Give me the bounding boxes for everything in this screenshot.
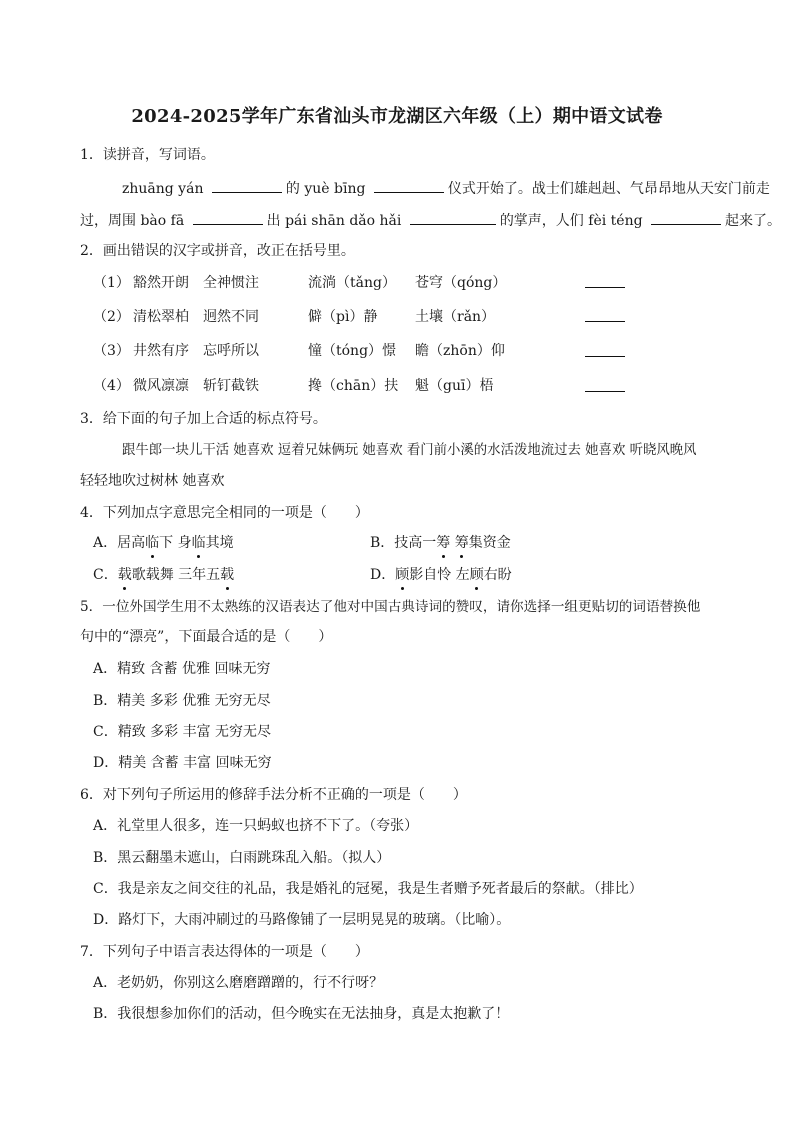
q1-text-4: 出 pái shān dǎo hǎi xyxy=(266,213,402,229)
word-d: 瞻（zhōn）仰 xyxy=(415,343,505,359)
q5-option-a[interactable]: A．精致 含蓄 优雅 回味无穷 xyxy=(93,661,271,677)
q3-line1: 跟牛郎一块儿干活 她喜欢 逗着兄妹俩玩 她喜欢 看门前小溪的水活泼地流过去 她喜欢 听晓风晚风 xyxy=(122,443,697,458)
word-c: 憧（tóng）憬 xyxy=(308,343,397,359)
q1-text-2: 仪式开始了。战士们雄赳赳、气昂昂地从天安门前走 xyxy=(447,181,770,197)
dotted-char: 筹 xyxy=(436,535,451,551)
row-number: （4） xyxy=(93,378,130,394)
q5-option-d[interactable]: D．精美 含蓄 丰富 回味无穷 xyxy=(93,755,272,771)
q1-stem: 1．读拼音，写词语。 xyxy=(80,147,215,163)
dotted-char: 筹 xyxy=(454,535,469,551)
q3-line2: 轻轻地吹过树林 她喜欢 xyxy=(80,473,225,489)
q6-option-d[interactable]: D．路灯下，大雨冲刷过的马路像铺了一层明晃晃的玻璃。（比喻）。 xyxy=(93,912,511,928)
word-b: 斩钉截铁 xyxy=(203,378,259,394)
exam-title: 2024-2025学年广东省汕头市龙湖区六年级（上）期中语文试卷 xyxy=(131,106,663,127)
answer-blank[interactable] xyxy=(193,210,263,225)
dotted-char: 临 xyxy=(145,535,160,551)
q1-line1 xyxy=(122,178,770,198)
q4-option-a[interactable] xyxy=(93,534,234,552)
option-text: 集资金 xyxy=(468,535,511,551)
q1-text-1: 的 yuè bīng xyxy=(285,181,366,197)
row-number: （3） xyxy=(93,343,130,359)
word-c: 流淌（tǎng） xyxy=(308,275,396,291)
answer-line[interactable] xyxy=(585,286,625,288)
word-a: 豁然开朗 xyxy=(133,275,189,291)
option-text: 技高一 xyxy=(394,535,437,551)
q4-option-c[interactable] xyxy=(93,566,234,584)
q4-stem: 4．下列加点字意思完全相同的一项是（ ） xyxy=(80,505,369,521)
q5-option-b[interactable]: B．精美 多彩 优雅 无穷无尽 xyxy=(93,693,271,709)
q5-stem-line2: 句中的“漂亮”，下面最合适的是（ ） xyxy=(80,629,333,645)
q4-option-b[interactable] xyxy=(370,534,511,552)
option-text: 下 身 xyxy=(159,535,192,551)
option-label: B． xyxy=(370,535,395,551)
word-b: 全神惯注 xyxy=(203,275,259,291)
q6-stem: 6．对下列句子所运用的修辞手法分析不正确的一项是（ ） xyxy=(80,787,467,803)
row-number: （1） xyxy=(93,275,130,291)
dotted-char: 临 xyxy=(191,535,206,551)
word-c: 僻（pì）静 xyxy=(308,309,378,325)
q1-line2 xyxy=(80,210,781,230)
option-text: 右盼 xyxy=(483,567,512,583)
q1-pinyin-1: zhuāng yán xyxy=(122,181,204,197)
q7-option-a[interactable]: A．老奶奶，你别这么磨磨蹭蹭的，行不行呀？ xyxy=(93,975,384,991)
q5-stem-line1: 5．一位外国学生用不太熟练的汉语表达了他对中国古典诗词的赞叹，请你选择一组更贴切的词语替换他 xyxy=(80,599,701,615)
word-a: 微风凛凛 xyxy=(133,378,189,394)
word-b: 忘呼所以 xyxy=(203,343,259,359)
q1-text-3: 过，周围 bào fā xyxy=(80,213,185,229)
word-d: 魁（guī）梧 xyxy=(415,378,494,394)
option-text: 其境 xyxy=(205,535,234,551)
q1-text-6: 起来了。 xyxy=(725,213,781,229)
q5-option-c[interactable]: C．精致 多彩 丰富 无穷无尽 xyxy=(93,724,272,740)
row-number: （2） xyxy=(93,309,130,325)
word-d: 苍穹（qóng） xyxy=(415,275,507,291)
answer-line[interactable] xyxy=(585,320,625,322)
q2-stem: 2．画出错误的汉字或拼音，改正在括号里。 xyxy=(80,243,355,259)
q6-option-a[interactable]: A．礼堂里人很多，连一只蚂蚁也挤不下了。（夸张） xyxy=(93,818,419,834)
answer-line[interactable] xyxy=(585,355,625,357)
option-label: C． xyxy=(93,567,118,583)
answer-blank[interactable] xyxy=(212,178,282,193)
option-text: 歌载舞 三年五 xyxy=(131,567,221,583)
option-text: 居高 xyxy=(117,535,146,551)
word-c: 搀（chān）扶 xyxy=(308,378,399,394)
dotted-char: 顾 xyxy=(395,567,410,583)
q6-option-b[interactable]: B．黑云翻墨未遮山，白雨跳珠乱入船。（拟人） xyxy=(93,850,391,866)
q1-text-5: 的掌声，人们 fèi téng xyxy=(499,213,643,229)
option-label: D． xyxy=(370,567,396,583)
answer-blank[interactable] xyxy=(651,210,721,225)
dotted-char: 载 xyxy=(220,567,235,583)
answer-blank[interactable] xyxy=(410,210,496,225)
q3-stem: 3．给下面的句子加上合适的标点符号。 xyxy=(80,411,327,427)
q7-stem: 7．下列句子中语言表达得体的一项是（ ） xyxy=(80,944,369,960)
word-a: 井然有序 xyxy=(133,343,189,359)
option-text: 影自怜 左 xyxy=(409,567,470,583)
q7-option-b[interactable]: B．我很想参加你们的活动，但今晚实在无法抽身，真是太抱歉了！ xyxy=(93,1006,510,1022)
answer-line[interactable] xyxy=(585,390,625,392)
answer-blank[interactable] xyxy=(374,178,444,193)
q4-option-d[interactable] xyxy=(370,566,512,584)
q6-option-c[interactable]: C．我是亲友之间交往的礼品，我是婚礼的冠冕，我是生者赠予死者最后的祭献。（排比） xyxy=(93,881,643,897)
word-d: 土壤（rǎn） xyxy=(415,309,496,325)
word-a: 清松翠柏 xyxy=(133,309,189,325)
dotted-char: 载 xyxy=(117,567,132,583)
word-b: 迥然不同 xyxy=(203,309,259,325)
dotted-char: 顾 xyxy=(469,567,484,583)
option-label: A． xyxy=(93,535,118,551)
